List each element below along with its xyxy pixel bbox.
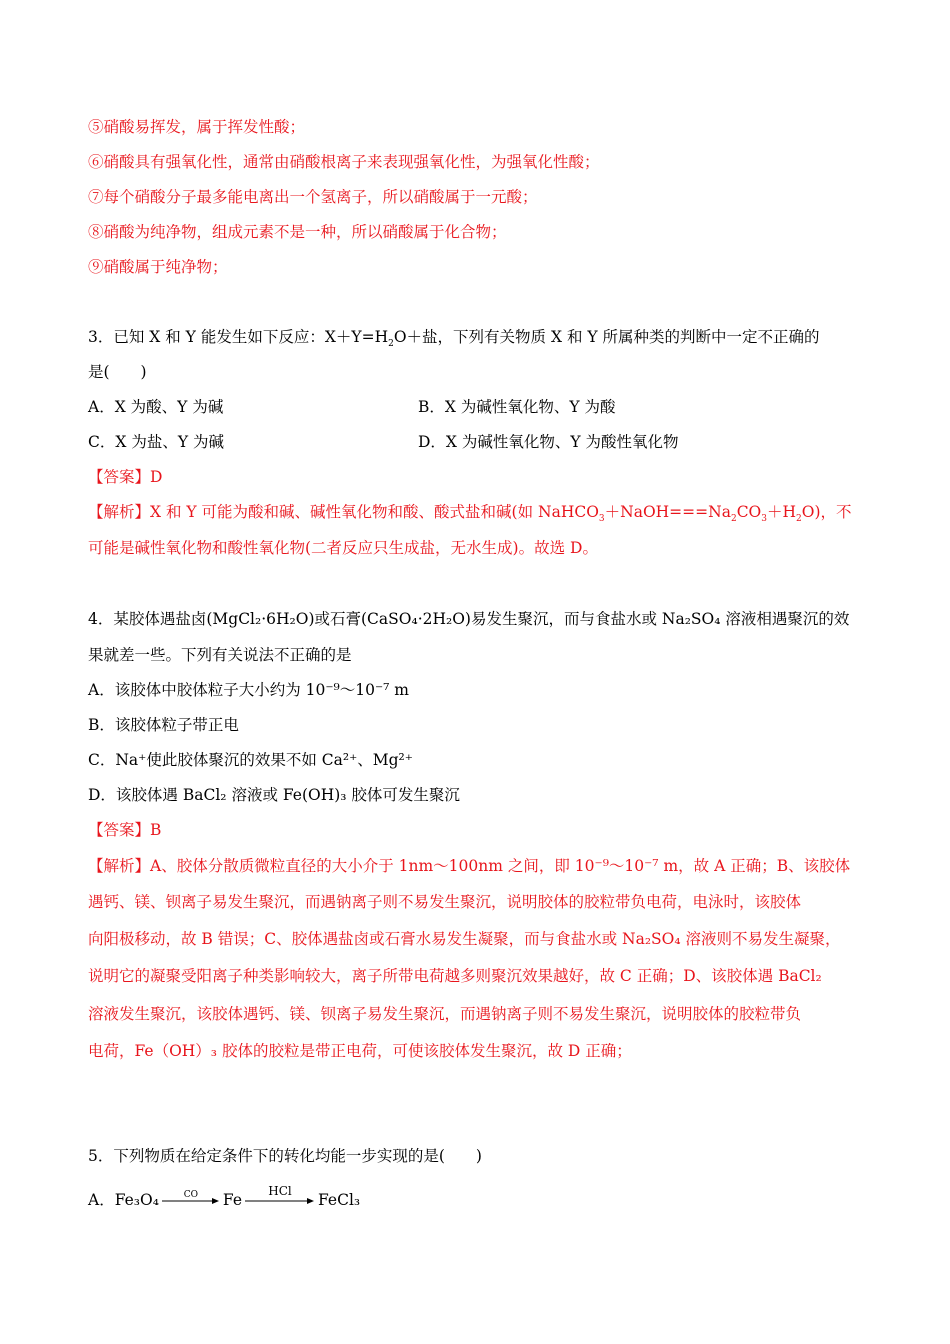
q3-answer: 【答案】D (88, 468, 163, 486)
q5-option-a-end: FeCl₃ (318, 1191, 361, 1209)
explanation-6: ⑥硝酸具有强氧化性，通常由硝酸根离子来表现强氧化性，为强氧化性酸； (88, 153, 600, 171)
explanation-7: ⑦每个硝酸分子最多能电离出一个氢离子，所以硝酸属于一元酸； (88, 188, 538, 206)
arrow-1-label: CO (183, 1190, 199, 1200)
reaction-arrow-1 (162, 1190, 220, 1205)
q4-stem: 4．某胶体遇盐卤(MgCl₂·6H₂O)或石膏(CaSO₄·2H₂O)易发生聚沉，而与食盐水或 Na₂SO₄ 溶液相遇聚沉的效 (88, 610, 850, 628)
explanation-8: ⑧硝酸为纯净物，组成元素不是一种，所以硝酸属于化合物； (88, 223, 507, 241)
q4-analysis-line1: 【解析】A、胶体分散质微粒直径的大小介于 1nm～100nm 之间，即 10⁻⁹～10⁻⁷ m，故 A 正确；B、该胶体 (88, 857, 851, 875)
q4-analysis-line3: 向阳极移动，故 B 错误；C、胶体遇盐卤或石膏水易发生凝聚，而与食盐水或 Na₂SO₄ 溶液则不易发生凝聚， (88, 930, 841, 948)
q3-option-d: D．X 为碱性氧化物、Y 为酸性氧化物 (418, 433, 679, 451)
arrow-2-label: HCl (268, 1184, 292, 1198)
explanation-9: ⑨硝酸属于纯净物； (88, 258, 228, 276)
explanation-5: ⑤硝酸易挥发，属于挥发性酸； (88, 118, 306, 136)
q4-option-b: B．该胶体粒子带正电 (88, 716, 239, 734)
q3-stem: 3．已知 X 和 Y 能发生如下反应：$X+Y=H_2O+$盐，下列有关物质 X 和 Y 所属种类的判断中一定不正确的 (88, 328, 820, 350)
q4-stem-line2: 果就差一些。下列有关说法不正确的是 (88, 646, 352, 664)
q4-analysis-line5: 溶液发生聚沉，该胶体遇钙、镁、钡离子易发生聚沉，而遇钠离子则不易发生聚沉，说明胶体的胶粒带负 (88, 1005, 802, 1023)
q5-option-a (88, 1184, 361, 1211)
q3-analysis-line2: 可能是碱性氧化物和酸性氧化物(二者反应只生成盐，无水生成)。故选 D。 (88, 539, 598, 557)
q3-option-c: C．X 为盐、Y 为碱 (88, 433, 224, 451)
q4-option-d: D．该胶体遇 BaCl₂ 溶液或 Fe(OH)₃ 胶体可发生聚沉 (88, 786, 460, 804)
q3-analysis: 【解析】X 和 Y 可能为酸和碱、碱性氧化物和酸、酸式盐和碱(如 $NaHCO_3+NaOH===Na_2CO_3+H_2O$)，不 (88, 503, 852, 525)
q4-analysis-line6: 电荷，Fe（OH）₃ 胶体的胶粒是带正电荷，可使该胶体发生聚沉，故 D 正确； (88, 1042, 632, 1060)
q5-option-a-mid: Fe (222, 1191, 243, 1209)
q4-option-c: C．Na⁺使此胶体聚沉的效果不如 Ca²⁺、Mg²⁺ (88, 751, 413, 769)
q5-stem: 5．下列物质在给定条件下的转化均能一步实现的是( ) (88, 1147, 482, 1165)
q3-stem-line2: 是( ) (88, 363, 147, 381)
q5-option-a-start: A．Fe₃O₄ (88, 1191, 159, 1209)
q4-analysis-line2: 遇钙、镁、钡离子易发生聚沉，而遇钠离子则不易发生聚沉，说明胶体的胶粒带负电荷，电泳时，该胶体 (88, 893, 802, 911)
q4-answer: 【答案】B (88, 821, 162, 839)
q3-option-b: B．X 为碱性氧化物、Y 为酸 (418, 398, 616, 416)
q3-option-a: A．X 为酸、Y 为碱 (88, 398, 224, 416)
q4-option-a: A．该胶体中胶体粒子大小约为 10⁻⁹～10⁻⁷ m (88, 681, 409, 699)
reaction-arrow-2 (245, 1184, 315, 1205)
q4-analysis-line4: 说明它的凝聚受阳离子种类影响较大，离子所带电荷越多则聚沉效果越好，故 C 正确；D、该胶体遇 BaCl₂ (88, 967, 822, 985)
